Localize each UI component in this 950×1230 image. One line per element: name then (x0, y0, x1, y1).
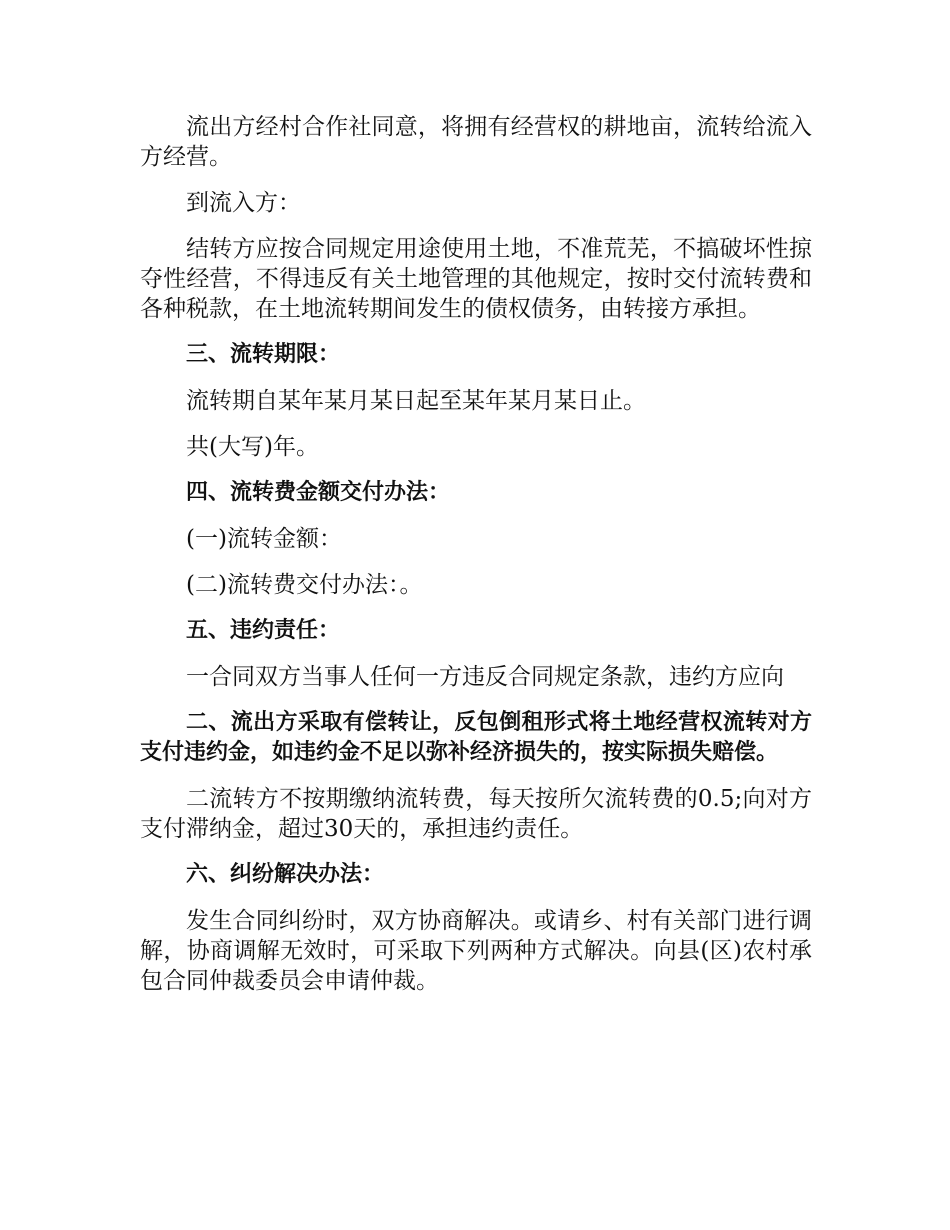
heading-fee-payment: 四、流转费金额交付办法： (186, 480, 451, 505)
paragraph-dispute-text: 发生合同纠纷时，双方协商解决。或请乡、村有关部门进行调解，协商调解无效时，可采取下列两种方式解决。向县(区)农村承包合同仲裁委员会申请仲裁。 (140, 908, 812, 994)
document-body (140, 112, 812, 1012)
paragraph-breach-two-bold: 二、流出方采取有偿转让，反包倒租形式将土地经营权流转对方支付违约金，如违约金不足以弥补经济损失的，按实际损失赔偿。 (140, 710, 812, 765)
paragraph-fee-method: (二)流转费交付办法：。 (186, 572, 423, 598)
paragraph-transfer-out: 流出方经村合作社同意，将拥有经营权的耕地亩，流转给流入方经营。 (140, 114, 812, 170)
heading-transfer-term: 三、流转期限： (186, 342, 341, 367)
heading-dispute-resolution: 六、纠纷解决办法： (186, 862, 385, 887)
paragraph-obligations: 结转方应按合同规定用途使用土地，不准荒芜，不搞破坏性掠夺性经营，不得违反有关土地管理的其他规定，按时交付流转费和各种税款，在土地流转期间发生的债权债务，由转接方承担。 (140, 236, 812, 322)
paragraph-late-fee: 二流转方不按期缴纳流转费，每天按所欠流转费的0.5;向对方支付滞纳金，超过30天的，承担违约责任。 (140, 786, 812, 842)
paragraph-breach-one: 一合同双方当事人任何一方违反合同规定条款，违约方应向 (186, 664, 784, 690)
paragraph-term-years: 共(大写)年。 (186, 434, 319, 460)
paragraph-to-recipient: 到流入方： (186, 190, 301, 216)
heading-breach-liability: 五、违约责任： (186, 618, 341, 643)
paragraph-term-dates: 流转期自某年某月某日起至某年某月某日止。 (186, 388, 646, 414)
paragraph-fee-amount: (一)流转金额： (186, 526, 342, 552)
